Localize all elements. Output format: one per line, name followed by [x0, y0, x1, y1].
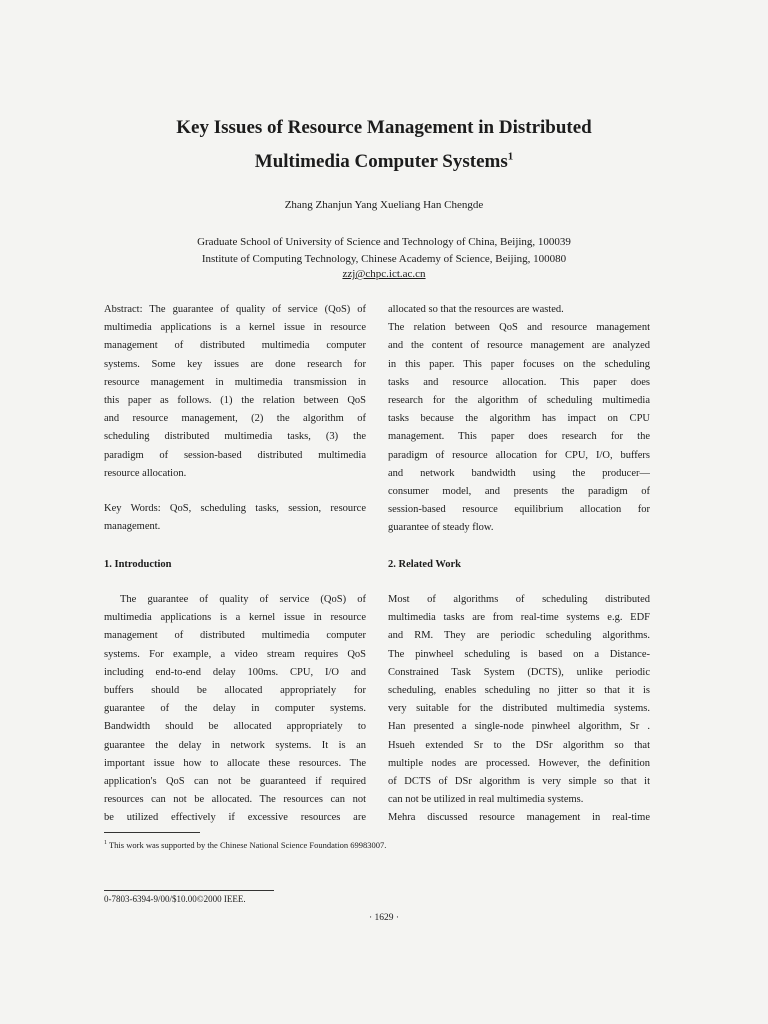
title-footnote-mark: 1	[507, 150, 514, 163]
text-line: The guarantee of quality of service (QoS) of	[120, 594, 366, 605]
affiliation-2: Institute of Computing Technology, Chinese Academy of Science, Beijing, 100080	[201, 253, 567, 265]
text-line: Hsueh extended Sr to the DSr algorithm so that	[388, 739, 650, 751]
text-line: systems. Some key issues are done research for	[104, 358, 366, 370]
text-line: be utilized effectively if excessive resources are	[104, 812, 366, 824]
keywords	[104, 500, 366, 536]
text-line: Abstract: The guarantee of quality of service (QoS) of	[104, 304, 366, 315]
text-line: in this paper. This paper focuses on the scheduling	[388, 358, 650, 370]
text-line: management. This paper does research for the	[388, 431, 650, 443]
text-line: resource allocation.	[104, 467, 187, 479]
text-line: application's QoS can not be guaranteed if required	[104, 775, 366, 787]
page-number: · 1629 ·	[368, 913, 400, 923]
text-line: guarantee the delay in network systems. It is an	[104, 739, 366, 751]
paper-title-line-2	[0, 146, 768, 178]
footnote	[104, 840, 386, 850]
copyright-divider	[104, 890, 274, 891]
text-line: very suitable for the distributed multimedia systems.	[388, 703, 650, 715]
text-line: allocated so that the resources are wasted.	[388, 304, 564, 315]
text-line: research for the algorithm of scheduling multimedia	[388, 394, 650, 406]
footnote-mark: 1	[104, 840, 107, 847]
text-line: paradigm of session-based distributed multimedia	[104, 449, 366, 461]
paper-title-line-1: Key Issues of Resource Management in Distributed	[176, 117, 592, 138]
footnote-divider	[104, 832, 200, 833]
text-line: can not be utilized in real multimedia systems.	[388, 794, 584, 806]
text-line: systems. For example, a video stream requires QoS	[104, 648, 366, 660]
text-line: Han presented a single-node pinwheel algorithm, Sr .	[388, 721, 650, 733]
text-line: management of distributed multimedia computer	[104, 340, 366, 352]
text-line: Mehra discussed resource management in real-time	[388, 812, 650, 824]
text-line: tasks and resource allocation. This paper does	[388, 376, 650, 388]
text-line: The relation between QoS and resource management	[388, 322, 650, 334]
text-line: and RM. They are periodic scheduling algorithms.	[388, 630, 650, 642]
section-heading-introduction: 1. Introduction	[104, 559, 172, 570]
text-line: session-based resource equilibrium allocation for	[388, 504, 650, 516]
text-line: guarantee of steady flow.	[388, 522, 494, 534]
text-line: resource management in multimedia transmission in	[104, 376, 366, 388]
text-line: scheduling, enables scheduling no jitter so that it is	[388, 684, 650, 696]
text-line: multimedia applications is a kernel issue in resource	[104, 612, 366, 624]
text-line: and network bandwidth using the producer—	[388, 467, 650, 479]
text-line: and the content of resource management are analyzed	[388, 340, 650, 352]
text-line: Bandwidth should be allocated appropriately to	[104, 721, 366, 733]
text-line: including end-to-end delay 100ms. CPU, I/O and	[104, 666, 366, 678]
text-line: guarantee of the delay in computer systems.	[104, 703, 366, 715]
text-line: resources can not be allocated. The resources can not	[104, 794, 366, 806]
text-line: this paper as follows. (1) the relation between QoS	[104, 394, 366, 406]
authors: Zhang Zhanjun Yang Xueliang Han Chengde	[284, 199, 484, 211]
text-line: multimedia applications is a kernel issue in resource	[104, 322, 366, 334]
text-line: consumer model, and presents the paradigm of	[388, 485, 650, 497]
text-line: and resource management, (2) the algorithm of	[104, 413, 366, 425]
affiliation-1: Graduate School of University of Science and Technology of China, Beijing, 100039	[197, 236, 571, 248]
email-line	[0, 268, 768, 280]
text-line: multiple nodes are processed. However, the definition	[388, 757, 650, 769]
text-line: Constrained Task System (DCTS), unlike periodic	[388, 666, 650, 678]
abstract	[104, 301, 366, 483]
footnote-text: This work was supported by the Chinese National Science Foundation 69983007.	[108, 840, 387, 850]
text-line: Key Words: QoS, scheduling tasks, session, resource	[104, 503, 366, 514]
paper-title-text: Multimedia Computer Systems	[254, 151, 508, 172]
copyright-notice: 0-7803-6394-9/00/$10.00©2000 IEEE.	[104, 894, 246, 904]
text-line: management.	[104, 521, 161, 533]
text-line: of DCTS of DSr algorithm is very simple so that it	[388, 775, 650, 787]
text-line: important issue how to allocate these resources. The	[104, 757, 366, 769]
text-line: paradigm of resource allocation for CPU, I/O, buffers	[388, 449, 650, 461]
author-email[interactable]: zzj@chpc.ict.ac.cn	[342, 268, 426, 280]
introduction-body	[104, 591, 366, 827]
section-heading-related-work: 2. Related Work	[388, 559, 462, 570]
text-line: tasks because the algorithm has impact on CPU	[388, 413, 650, 425]
text-line: management of distributed multimedia computer	[104, 630, 366, 642]
text-line: Most of algorithms of scheduling distributed	[388, 594, 650, 605]
text-line: multimedia tasks are from real-time systems e.g. EDF	[388, 612, 650, 624]
text-line: buffers should be allocated appropriately for	[104, 684, 366, 696]
right-column-body	[388, 301, 650, 537]
text-line: scheduling distributed multimedia tasks, (3) the	[104, 431, 366, 443]
text-line: The pinwheel scheduling is based on a Distance-	[388, 648, 650, 660]
related-work-body	[388, 591, 650, 827]
